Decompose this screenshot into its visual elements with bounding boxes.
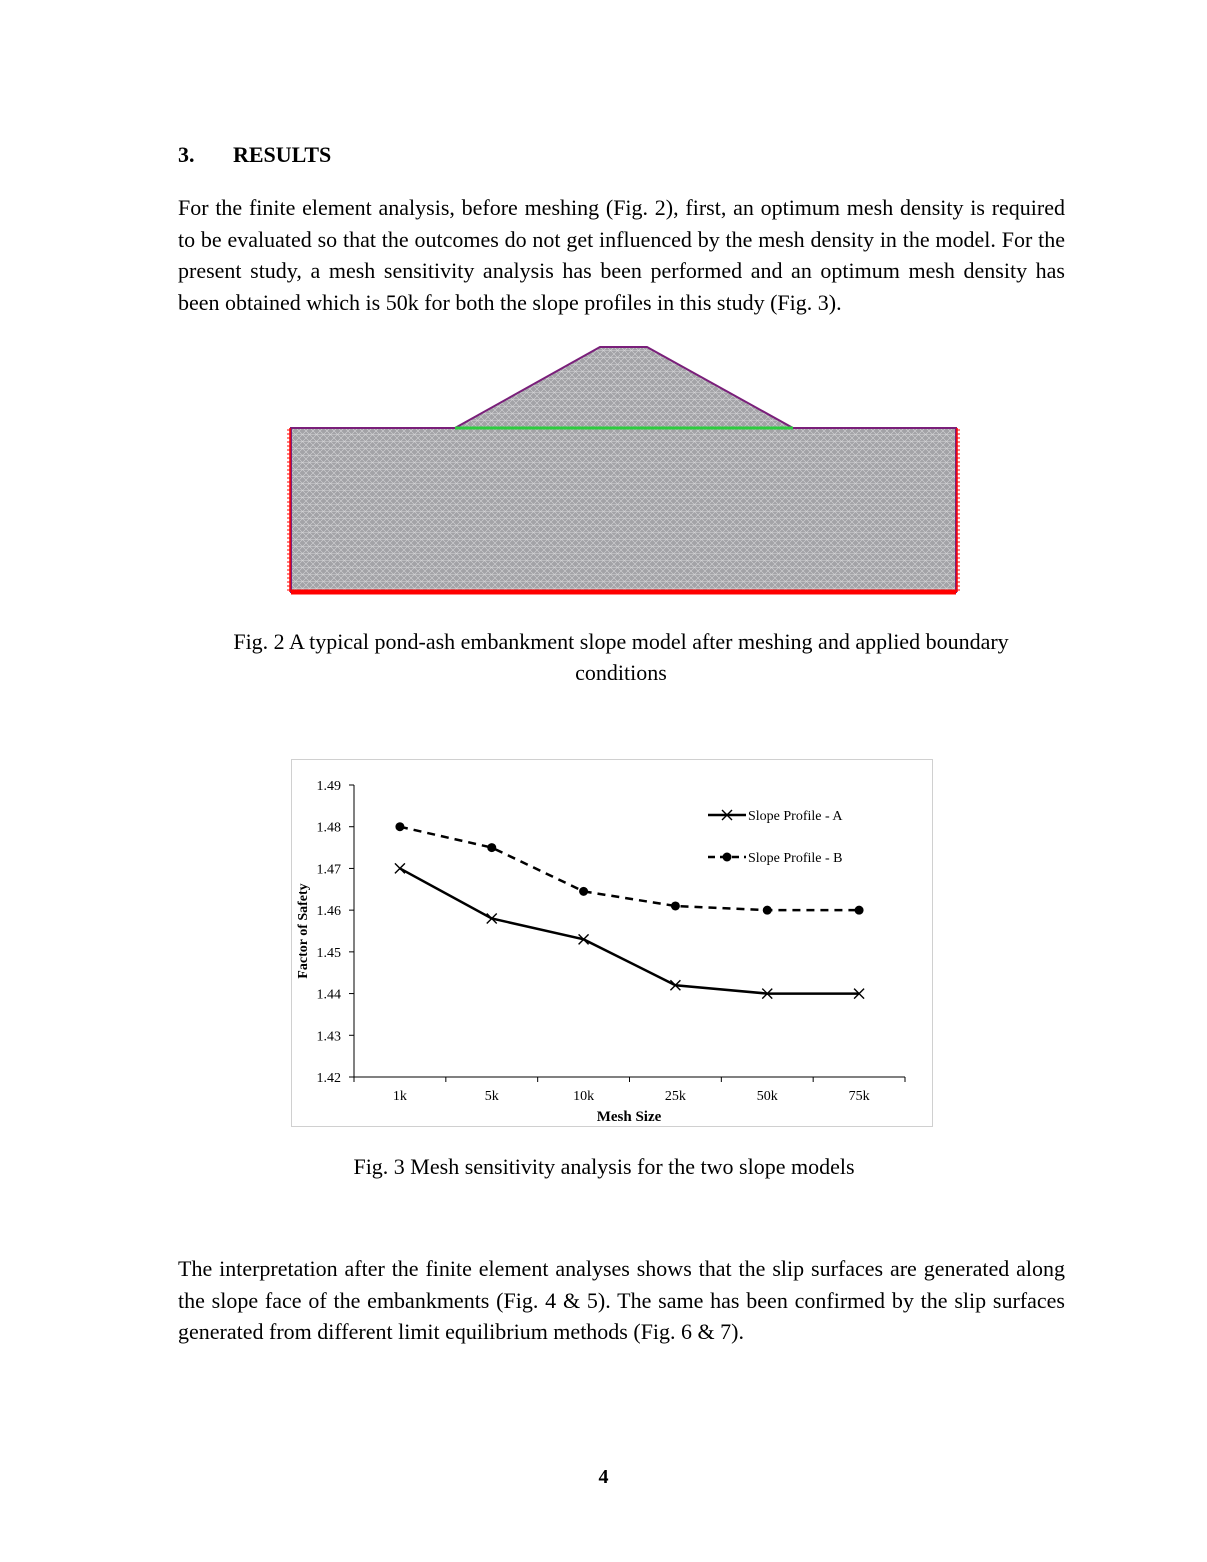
data-point: [671, 901, 680, 910]
right-roller-boundary: [957, 428, 960, 592]
x-tick-label: 5k: [484, 1089, 499, 1104]
legend-label: Slope Profile - B: [748, 851, 843, 866]
legend-label: Slope Profile - A: [748, 809, 843, 824]
data-point: [763, 906, 772, 915]
x-tick-label: 1k: [392, 1089, 407, 1104]
section-number: 3.: [178, 142, 195, 167]
figure-2-caption: Fig. 2 A typical pond-ash embankment slope model after meshing and applied boundary conditions: [233, 629, 1009, 685]
x-tick-label: 50k: [756, 1089, 778, 1104]
x-tick-label: 10k: [573, 1089, 595, 1104]
y-tick-label: 1.42: [316, 1071, 341, 1086]
y-tick-label: 1.46: [316, 904, 341, 920]
section-title: RESULTS: [233, 142, 332, 167]
figure-3-caption: Fig. 3 Mesh sensitivity analysis for the two slope models: [353, 1154, 855, 1179]
data-point: [395, 822, 404, 831]
data-point: [579, 887, 588, 896]
mesh-domain: [291, 347, 956, 592]
y-tick-label: 1.45: [316, 945, 341, 961]
embankment-mesh-figure: [285, 340, 961, 600]
intro-paragraph: For the finite element analysis, before meshing (Fig. 2), first, an optimum mesh density is required to be evaluated so that the outcomes do not get influenced by the mesh density in the model. For the present study, a mesh sensitivity analysis has been performed and an optimum mesh density has been obtained which is 50k for both the slope profiles in this study (Fig. 3).: [178, 195, 1065, 315]
x-tick-label: 75k: [848, 1089, 870, 1104]
y-tick-label: 1.44: [316, 987, 341, 1003]
data-point: [487, 843, 496, 852]
interpretation-paragraph: The interpretation after the finite element analyses shows that the slip surfaces are generated along the slope face of the embankments (Fig. 4 & 5). The same has been confirmed by the slip surfaces generated from different limit equilibrium methods (Fig. 6 & 7).: [178, 1256, 1065, 1344]
y-tick-label: 1.48: [316, 820, 341, 836]
y-tick-label: 1.43: [316, 1029, 341, 1045]
page-number: 4: [598, 1466, 609, 1488]
y-tick-label: 1.49: [316, 779, 341, 794]
mesh-sensitivity-chart: [291, 759, 934, 1128]
left-roller-boundary: [287, 428, 290, 592]
x-tick-label: 25k: [664, 1089, 686, 1104]
legend-marker: [723, 853, 732, 862]
section-heading: [178, 142, 331, 168]
y-tick-label: 1.47: [316, 862, 341, 878]
data-point: [855, 906, 864, 915]
y-axis-label: Factor of Safety: [296, 883, 311, 979]
x-axis-label: Mesh Size: [596, 1109, 662, 1125]
